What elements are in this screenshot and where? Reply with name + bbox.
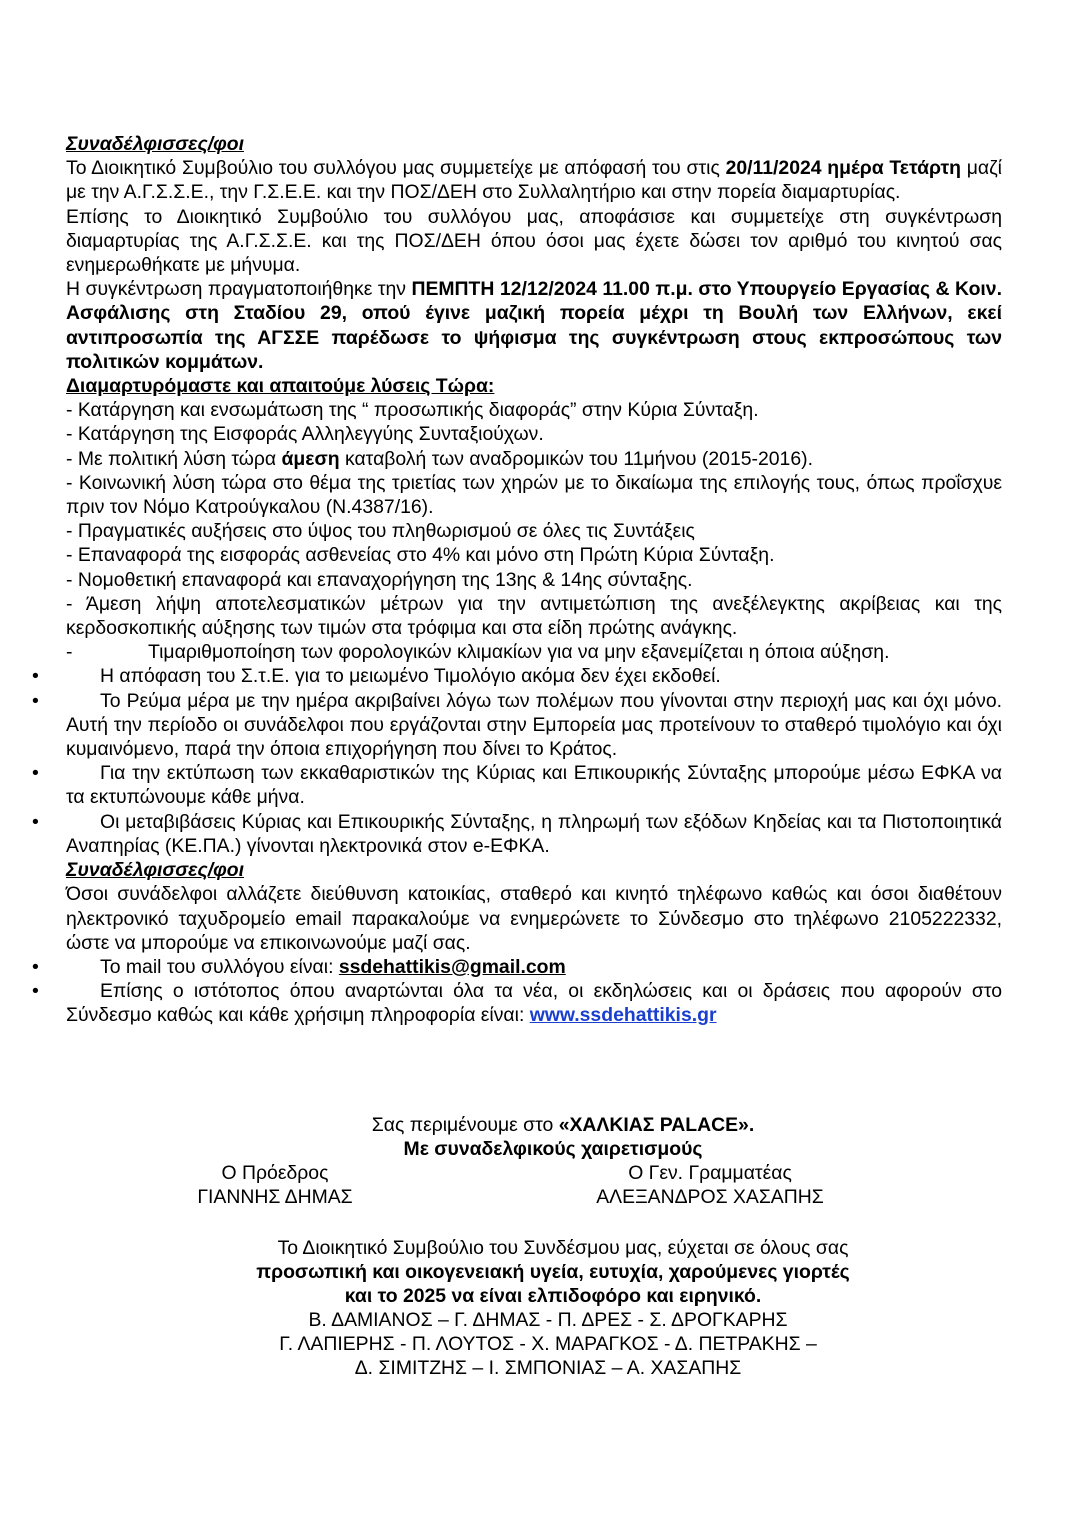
paragraph-contact-update: Όσοι συνάδελφοι αλλάζετε διεύθυνση κατοικίας, σταθερό και κινητό τηλέφωνο καθώς και όσοι διαθέτουν ηλεκτρονικό ταχυδρομείο email παρακαλούμε να ενημερώνετε το Σύνδεσμο στο τηλέφωνο 2105222332, ώστε να μπορούμε να επικοινωνούμε μαζί σας. xyxy=(66,883,1002,954)
demand-item: - Κατάργηση της Εισφοράς Αλληλεγγύης Συνταξιούχων. xyxy=(66,423,544,446)
board-names: Γ. ΛΑΠΙΕΡΗΣ - Π. ΛΟΥΤΟΣ - Χ. ΜΑΡΑΓΚΟΣ - Δ. ΠΕΤΡΑΚΗΣ – xyxy=(279,1333,817,1355)
president-name: ΓΙΑΝΝΗΣ ΔΗΜΑΣ xyxy=(197,1186,353,1208)
text: Τιμαριθμοποίηση των φορολογικών κλιμακίων για να μην εξανεμίζεται η όποια αύξηση. xyxy=(148,641,890,664)
board-names: Δ. ΣΙΜΙΤΖΗΣ – Ι. ΣΜΠΟΝΙΑΣ – Α. ΧΑΣΑΠΗΣ xyxy=(354,1357,742,1379)
invitation-line xyxy=(0,1113,1086,1137)
text: Η συγκέντρωση πραγματοποιήθηκε την xyxy=(66,278,412,301)
demands-heading: Διαμαρτυρόμαστε και απαιτούμε λύσεις Τώρα: xyxy=(66,375,495,398)
email-link[interactable]: ssdehattikis@gmail.com xyxy=(338,955,566,978)
text: καταβολή των αναδρομικών του 11μήνου (2015-2016). xyxy=(339,447,813,470)
wishes-line-bold: προσωπική και οικογενειακή υγεία, ευτυχία, χαρούμενες γιορτές xyxy=(256,1261,850,1283)
secretary-title: Ο Γεν. Γραμματέας xyxy=(628,1162,792,1184)
demand-item: - Πραγματικές αυξήσεις στο ύψος του πληθωρισμού σε όλες τις Συντάξεις xyxy=(66,520,695,543)
demand-item: - Νομοθετική επαναφορά και επαναχορήγηση της 13ης & 14ης σύνταξης. xyxy=(66,568,693,591)
demand-item: - Επαναφορά της εισφοράς ασθενείας στο 4% και μόνο στη Πρώτη Κύρια Σύνταξη. xyxy=(66,544,775,567)
text-bold: άμεση xyxy=(281,447,340,470)
demand-item: - Κατάργηση και ενσωμάτωση της “ προσωπικής διαφοράς” στην Κύρια Σύνταξη. xyxy=(66,399,759,422)
text: Επίσης ο ιστότοπος όπου αναρτώνται όλα τα νέα, οι εκδηλώσεις και οι δράσεις που αφορούν στο Σύνδεσμο καθώς και κάθε χρήσιμη πληροφορία είναι: xyxy=(66,980,1002,1027)
date-bold: 20/11/2024 ημέρα Τετάρτη xyxy=(725,157,961,180)
bullet-item-website xyxy=(66,979,1002,1027)
bullet-item: • Η απόφαση του Σ.τ.Ε. για το μειωμένο Τιμολόγιο ακόμα δεν έχει εκδοθεί. xyxy=(66,664,1002,688)
board-names: Β. ΔΑΜΙΑΝΟΣ – Γ. ΔΗΜΑΣ - Π. ΔΡΕΣ - Σ. ΔΡΟΓΚΑΡΗΣ xyxy=(308,1309,788,1331)
greeting-line xyxy=(0,1137,1086,1161)
president-title: Ο Πρόεδρος xyxy=(221,1162,329,1184)
text: Το mail του συλλόγου είναι: xyxy=(100,955,339,978)
wishes-line: Το Διοικητικό Συμβούλιο του Συνδέσμου μας, εύχεται σε όλους σας xyxy=(277,1237,849,1259)
dash: - xyxy=(66,641,73,664)
demand-item xyxy=(66,640,1002,664)
bullet-item: • Για την εκτύπωση των εκκαθαριστικών της Κύριας και Επικουρικής Σύνταξης μπορούμε μέσω ΕΦΚΑ να τα εκτυπώνουμε κάθε μήνα. xyxy=(66,761,1002,809)
bullet-item-mail xyxy=(66,955,1002,979)
wishes-block xyxy=(0,1236,1086,1380)
website-link[interactable]: www.ssdehattikis.gr xyxy=(529,1004,717,1027)
signature-names xyxy=(0,1185,1086,1209)
text: μαζί με την Α.Γ.Σ.Σ.Ε., την Γ.Σ.Ε.Ε. και την ΠΟΣ/ΔΕΗ στο Συλλαλητήριο και στην πορεία διαμαρτυρίας. xyxy=(66,157,1002,204)
letter-body xyxy=(66,132,1002,1028)
venue-bold: «ΧΑΛΚΙΑΣ PALACE». xyxy=(558,1114,755,1136)
heading-colleagues-2: Συναδέλφισσες/φοι xyxy=(66,859,244,882)
secretary-name: ΑΛΕΞΑΝΔΡΟΣ ΧΑΣΑΠΗΣ xyxy=(596,1186,824,1208)
text: Σας περιμένουμε στο xyxy=(371,1114,559,1136)
text: Το Διοικητικό Συμβούλιο του συλλόγου μας συμμετείχε με απόφασή του στις xyxy=(66,157,726,180)
paragraph-gathering: Επίσης το Διοικητικό Συμβούλιο του συλλόγου μας, αποφάσισε και συμμετείχε στη συγκέντρωση διαμαρτυρίας της Α.Γ.Σ.Σ.Ε. και της ΠΟΣ/ΔΕΗ όπου όσοι μας έχετε δώσει τον αριθμό του κινητού σας ενημερωθήκατε με μήνυμα. xyxy=(66,205,1002,277)
paragraph-protest-20-11 xyxy=(66,156,1002,204)
demand-item xyxy=(66,447,1002,471)
bullet-item: • Οι μεταβιβάσεις Κύριας και Επικουρικής Σύνταξης, η πληρωμή των εξόδων Κηδείας και τα Πιστοποιητικά Αναπηρίας (ΚΕ.ΠΑ.) γίνονται ηλεκτρονικά στον e-ΕΦΚΑ. xyxy=(66,810,1002,858)
demand-item: - Άμεση λήψη αποτελεσματικών μέτρων για την αντιμετώπιση της ανεξέλεγκτης ακρίβειας και της κερδοσκοπικής αύξησης των τιμών στα τρόφιμα και στα είδη πρώτης ανάγκης. xyxy=(66,592,1002,640)
paragraph-gathering-details xyxy=(66,277,1002,374)
text: - Με πολιτική λύση τώρα xyxy=(66,447,282,470)
signature-titles xyxy=(0,1161,1086,1185)
demand-item: - Κοινωνική λύση τώρα στο θέμα της τριετίας των χηρών με το δικαίωμα της επιλογής τους, όπως προΐσχυε πριν τον Νόμο Κατρούγκαλου (Ν.4387/16). xyxy=(66,471,1002,519)
wishes-line-bold: και το 2025 να είναι ελπιδοφόρο και ειρηνικό. xyxy=(344,1285,762,1307)
heading-colleagues: Συναδέλφισσες/φοι xyxy=(66,133,244,155)
text: Με συναδελφικούς χαιρετισμούς xyxy=(403,1138,703,1160)
details-bold: ΠΕΜΠΤΗ 12/12/2024 11.00 π.μ. στο Υπουργείο Εργασίας & Κοιν. Ασφάλισης στη Σταδίου 29, οπού έγινε μαζική πορεία μέχρι τη Βουλή των Ελλήνων, εκεί αντιπροσωπία της ΑΓΣΣΕ παρέδωσε το ψήφισμα της συγκέντρωση στους εκπροσώπους των πολιτικών κομμάτων. xyxy=(66,278,1002,373)
bullet-item: • Το Ρεύμα μέρα με την ημέρα ακριβαίνει λόγω των πολέμων που γίνονται στην περιοχή μας και όχι μόνο. Αυτή την περίοδο οι συνάδελφοι που εργάζονται στην Εμπορεία μας προτείνουν το σταθερό τιμολόγιο και όχι κυμαινόμενο, παρά την όποια επιχορήγηση που δίνει το Κράτος. xyxy=(66,689,1002,762)
closing-block xyxy=(0,1113,1086,1209)
